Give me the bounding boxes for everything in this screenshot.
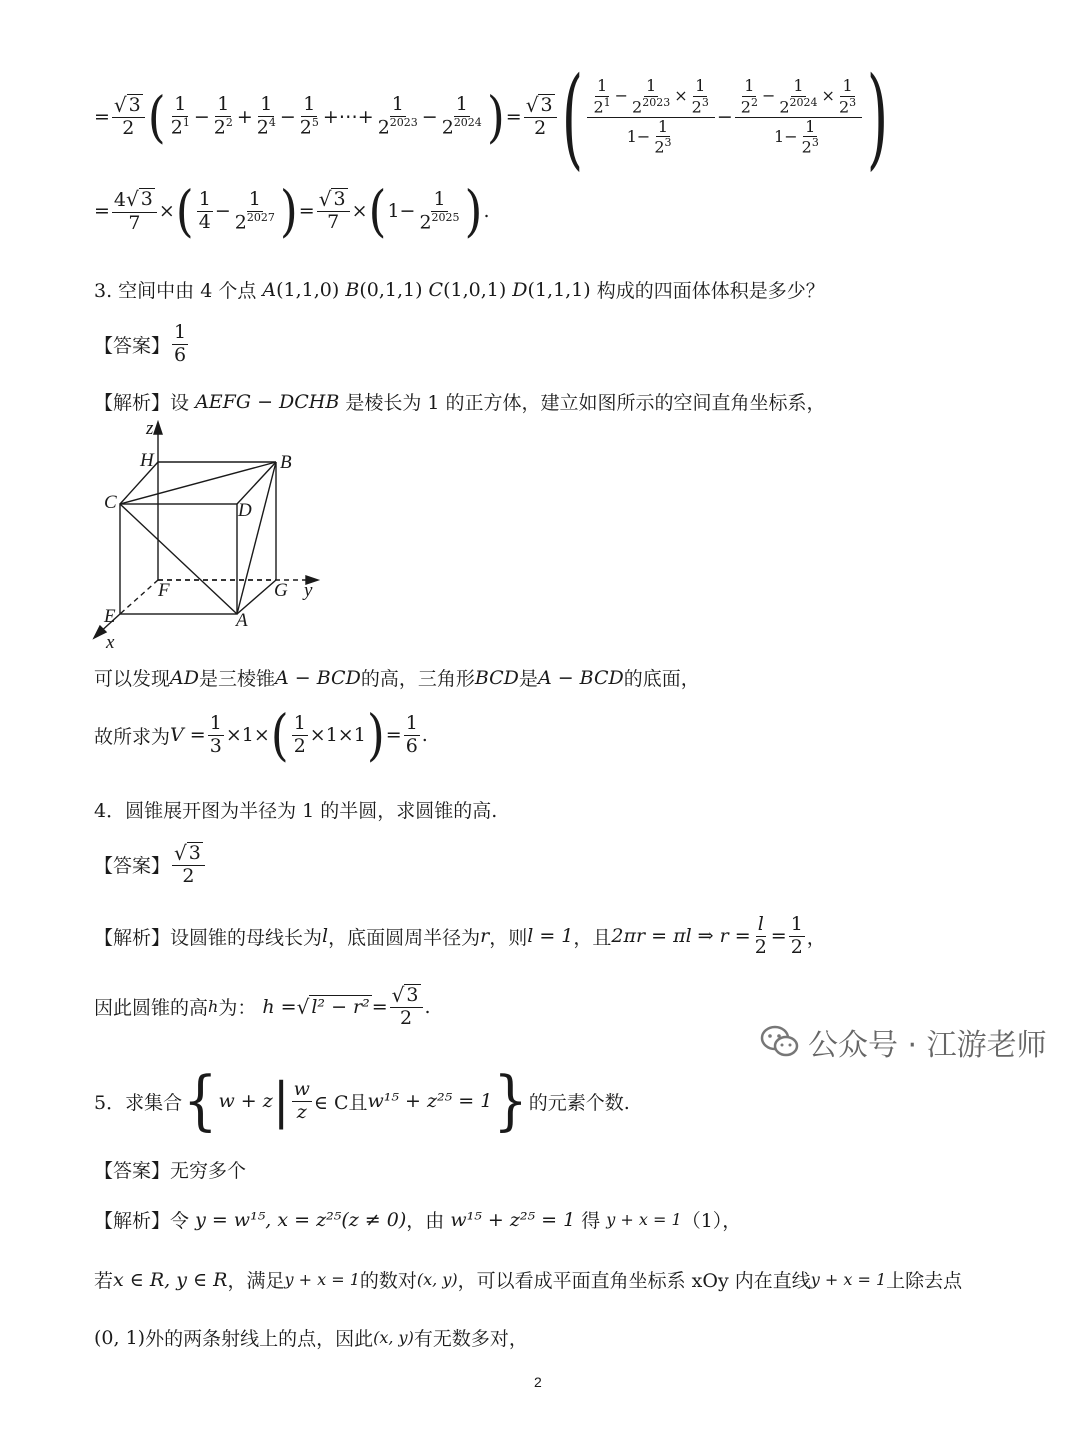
label-y: y (304, 580, 313, 601)
label-H: H (140, 450, 154, 471)
x-axis-dashed (120, 580, 158, 614)
fraction-term: $\frac{1}{2^4}$ (256, 93, 276, 139)
answer-3: 【答案】 $\frac{1}{6}$ (94, 321, 187, 366)
label-F: F (158, 580, 170, 601)
fraction-term: $\frac{1}{2^{2024}}$ (441, 93, 482, 139)
fraction-sqrt3-over-2: √ 3 2 (524, 94, 557, 140)
wechat-icon (760, 1025, 800, 1059)
question-4: 4．圆锥展开图为半径为 1 的半圆，求圆锥的高. (94, 800, 498, 822)
geometric-sum-fraction-1: $\frac{1}{2^1}$ − $\frac{1}{2^{2023}}$ × $\frac{1}{2^3}$ 1− $\frac{1}{2^3}$ (587, 77, 714, 156)
analysis-3: 【解析】 设 AEFG − DCHB 是棱长为 1 的正方体，建立如图所示的空间直角坐标系， (94, 390, 826, 414)
z-axis-arrow (154, 422, 162, 434)
analysis-5-line-2: 若 x ∈ R, y ∈ R ，满足 y + x = 1 的数对 (x, y) ，可以看成平面直角坐标系 xOy 内在直线 y + x = 1 上除去点 (94, 1268, 963, 1292)
cube-figure (92, 420, 332, 652)
answer-4: 【答案】 √ 3 2 (94, 842, 207, 888)
fraction-sqrt3-over-2: √ 3 2 (112, 94, 145, 140)
label-D: D (238, 500, 252, 521)
answer-5: 【答案】 无穷多个 (94, 1160, 247, 1182)
fraction-term: $\frac{1}{2^{2023}}$ (377, 93, 418, 139)
height-4: 因此圆锥的高 h 为： h = √ l² − r² = √ 3 2 . (94, 983, 431, 1029)
edge-AB (237, 462, 276, 614)
answer-fraction: $\frac{1}{6}$ (174, 321, 187, 366)
label-A: A (236, 610, 248, 631)
analysis-4: 【解析】 设圆锥的母线长为 l ，底面圆周半径为 r ，则 l = 1 ，且 2πr = πl ⇒ r = $\frac{l}{2}$ = $\frac{1}{2}$ ， (94, 913, 826, 958)
fraction-term: $\frac{1}{2^1}$ (170, 93, 190, 139)
right-paren: ) (486, 84, 505, 150)
formula-line-2: = 4 √ 3 7 × ( $\frac{1}{4}$ − $\frac{1}{2^{2027}}$ ) = √ 3 7 × ( 1− $\frac{1}{2^{2025}}$ ) . (94, 178, 490, 244)
label-B: B (280, 452, 292, 473)
fraction-4sqrt3-over-7: 4 √ 3 7 (112, 188, 157, 235)
geometric-sum-fraction-2: $\frac{1}{2^2}$ − $\frac{1}{2^{2024}}$ × $\frac{1}{2^3}$ 1− $\frac{1}{2^3}$ (735, 77, 862, 156)
edge-CA (120, 504, 237, 614)
conclusion-3: 可以发现 AD 是三棱锥 A − BCD 的高，三角形 BCD 是 A − BCD 的底面， (94, 666, 700, 690)
label-z: z (146, 420, 154, 439)
big-right-paren: ) (866, 53, 889, 181)
label-C: C (104, 492, 117, 513)
label-x: x (106, 632, 115, 652)
watermark (760, 1020, 1047, 1064)
left-paren: ( (147, 84, 166, 150)
label-E: E (104, 606, 116, 627)
fraction-term: $\frac{1}{2^5}$ (299, 93, 319, 139)
formula-line-1: = √ 3 2 ( $\frac{1}{2^1}$ − $\frac{1}{2^2}$ + $\frac{1}{2^4}$ − $\frac{1}{2^5}$ +⋯+ $\frac{1}{2^{2023}}$ − $\frac{1}{2^{2024}}$ ) = √ 3 2 ( $\frac{1}{2^1}$ − $\frac{1}{2^{2023}}$ × $\frac{1}{2^3}$ 1− $\frac{1}{2^3}$ − $\frac{1}{2^2}$ − $\frac{1}{2^{2024}}$ × $\frac{1}{2^3}$ 1− $\frac{1}{2^3}$ ) (94, 53, 889, 181)
edge-AG (237, 580, 276, 614)
analysis-5-line-1: 【解析】 令 y = w¹⁵, x = z²⁵(z ≠ 0) ，由 w¹⁵ + z²⁵ = 1 得 y + x = 1 （1）， (94, 1208, 742, 1232)
question-5: 5．求集合 { w + z | $\frac{w}{z}$ ∈ C且 w¹⁵ + z²⁵ = 1 } 的元素个数. (94, 1062, 630, 1139)
volume-formula: 故所求为 V = $\frac{1}{3}$ ×1× ( $\frac{1}{2}$ ×1×1 ) = $\frac{1}{6}$ . (94, 702, 428, 768)
question-3: 3. 空间中由 4 个点 A (1,1,0) B (0,1,1) C (1,0,1) D (1,1,1) 构成的四面体体积是多少？ (94, 278, 825, 302)
watermark-text: 公众号 · 江游老师 (808, 1028, 1047, 1063)
page-number: 2 (534, 1374, 542, 1390)
equals-sign: = (94, 106, 110, 128)
analysis-5-line-3: (0, 1) 外的两条射线上的点，因此 (x, y) 有无数多对， (94, 1326, 528, 1350)
big-left-paren: ( (561, 53, 583, 181)
label-G: G (274, 580, 288, 601)
fraction-term: $\frac{1}{2^2}$ (213, 93, 233, 139)
fraction-sqrt3-over-7: √ 3 7 (317, 188, 350, 234)
